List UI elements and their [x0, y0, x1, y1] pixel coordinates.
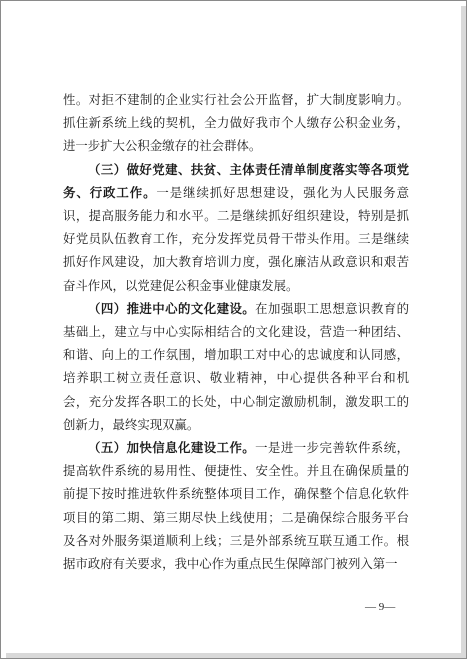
paragraph-informatization [63, 436, 409, 575]
paragraph-continuation [63, 88, 409, 158]
section-heading: （四）推进中心的文化建设。 [88, 300, 256, 316]
page-shadow-bottom [6, 653, 466, 658]
paragraph-party-building [63, 158, 409, 297]
section-heading: （五）加快信息化建设工作。 [88, 440, 256, 456]
page-number: — 9— [365, 601, 396, 613]
paragraph-text: 在加强职工思想意识教育的基础上，建立与中心实际相结合的文化建设，营造一种团结、和谐、向上的工作氛围，增加职工对中心的忠诚度和认同感，培养职工树立责任意识、敬业精神，中心提供各种平台和机会，充分发挥各职工的长处，中心制定激励机制，激发职工的创新力，最终实现双赢。 [63, 300, 410, 432]
paragraph-text: 一是进一步完善软件系统，提高软件系统的易用性、便捷性、安全性。并且在确保质量的前提下按时推进软件系统整体项目工作，确保整个信息化软件项目的第二期、第三期尽快上线使用；二是确保综合服务平台及各对外服务渠道顺利上线；三是外部系统互联互通工作。根据市政府有关要求，我中心作为重点民生保障部门被列入第一 [63, 440, 410, 572]
section-heading: （三）做好党建、扶贫、主体责任清单制度落实等各项党务、行政工作。 [63, 161, 409, 200]
paragraph-culture-building [63, 297, 409, 436]
document-body [63, 88, 409, 575]
page-shadow-right [461, 6, 466, 658]
paragraph-text: 一是继续抓好思想建设，强化为人民服务意识，提高服务能力和水平。二是继续抓好组织建设，特别是抓好党员队伍教育工作，充分发挥党员骨干带头作用。三是继续抓好作风建设，加大教育培训力度，强化廉洁从政意识和艰苦奋斗作风，以党建促公积金事业健康发展。 [63, 184, 410, 293]
paragraph-text: 性。对拒不建制的企业实行社会公开监督，扩大制度影响力。抓住新系统上线的契机，全力做好我市个人缴存公积金业务，进一步扩大公积金缴存的社会群体。 [63, 92, 409, 154]
